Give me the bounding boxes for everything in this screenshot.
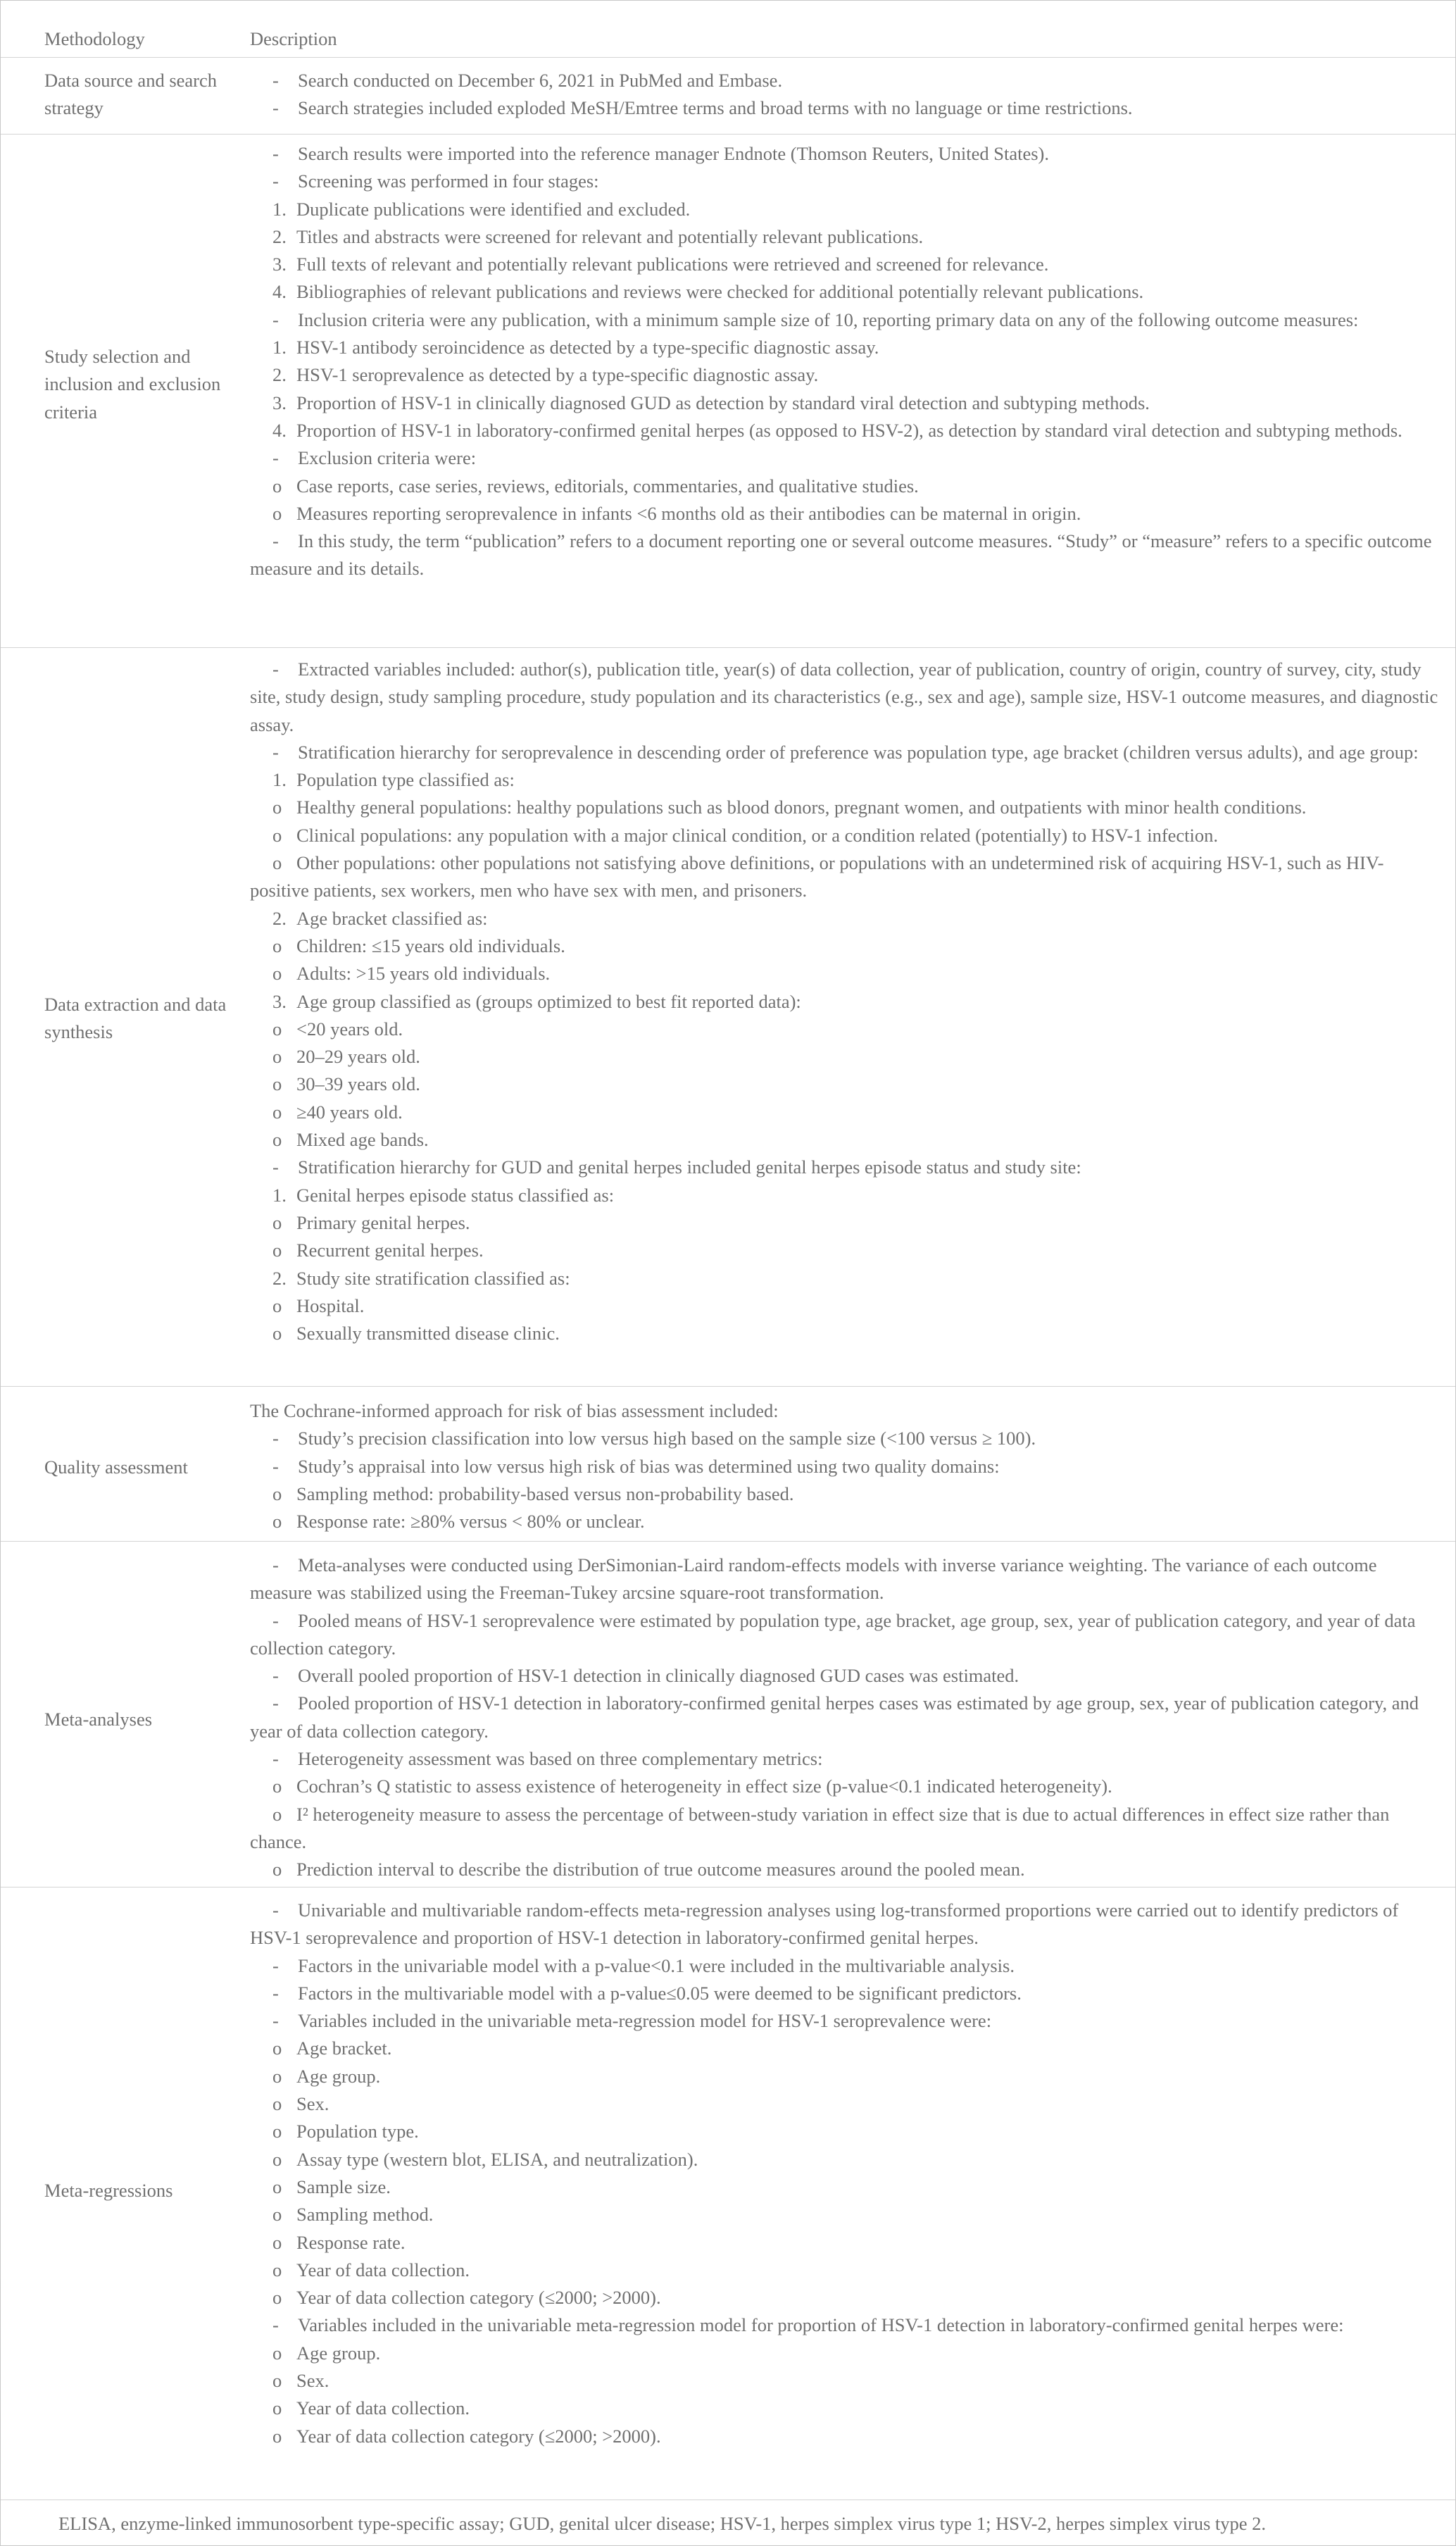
dash-marker: - (272, 97, 279, 119)
dash-marker: - (272, 70, 279, 91)
description-item (250, 2395, 1440, 2422)
description-text: In this study, the term “publication” refers to a document reporting one or several outcome measures. “Study” or “measure” refers to a specific outcome measure and its details. (250, 530, 1432, 580)
dash-marker: - (272, 1665, 279, 1687)
description-text: Sex. (296, 2093, 330, 2115)
bullet-o-marker: o (272, 797, 282, 818)
description-text: Primary genital herpes. (296, 1211, 470, 1233)
row-description (250, 67, 1440, 123)
bullet-o-marker: o (272, 1101, 282, 1123)
row-description (250, 1552, 1440, 1884)
bullet-o-marker: o (272, 475, 282, 497)
description-item (250, 1320, 1440, 1347)
header-description: Description (250, 28, 337, 49)
bullet-o-marker: o (272, 2038, 282, 2059)
description-text: Pooled proportion of HSV-1 detection in laboratory-confirmed genital herpes cases was estimated by age group, sex, year of publication category, and year of data collection category. (250, 1692, 1419, 1742)
description-text: I² heterogeneity measure to assess the percentage of between-study variation in effect size that is due to actual differences in effect size rather than chance. (250, 1803, 1390, 1852)
row-methodology-label: Data source and search strategy (44, 70, 217, 119)
number-marker: 2. (272, 364, 287, 386)
description-item (250, 1043, 1440, 1071)
description-item (250, 361, 1440, 389)
description-item (250, 251, 1440, 278)
description-text: Stratification hierarchy for seroprevalence in descending order of preference was population type, age bracket (children versus adults), and age group: (298, 741, 1419, 763)
dash-marker: - (272, 1156, 279, 1178)
description-item (250, 168, 1440, 195)
dash-marker: - (272, 447, 279, 469)
description-text: Year of data collection. (296, 2397, 470, 2419)
number-marker: 2. (272, 225, 287, 247)
bullet-o-marker: o (272, 2204, 282, 2226)
description-item (250, 2146, 1440, 2173)
dash-marker: - (272, 1692, 279, 1714)
description-text: <20 years old. (296, 1018, 403, 1040)
description-item (250, 1453, 1440, 1480)
row-methodology-label: Quality assessment (44, 1456, 188, 1478)
description-text: Genital herpes episode status classified as: (296, 1184, 615, 1206)
description-item (250, 2118, 1440, 2145)
description-item (250, 223, 1440, 251)
bullet-o-marker: o (272, 1211, 282, 1233)
bullet-o-marker: o (272, 2121, 282, 2142)
description-item (250, 1292, 1440, 1320)
description-text: Univariable and multivariable random-effects meta-regression analyses using log-transformed proportions were carried out to identify predictors of HSV-1 seroprevalence and proportion of HSV-1 detection in laboratory-confirmed genital herpes. (250, 1899, 1399, 1949)
dash-marker: - (272, 1954, 279, 1976)
dash-marker: - (272, 530, 279, 552)
description-text: Sampling method. (296, 2204, 434, 2226)
description-item (250, 2367, 1440, 2395)
description-text: Factors in the multivariable model with a p-value≤0.05 were deemed to be significant predictors. (298, 1982, 1022, 2004)
description-text: Recurrent genital herpes. (296, 1240, 484, 1261)
number-marker: 1. (272, 1184, 287, 1206)
dash-marker: - (272, 1982, 279, 2004)
dash-marker: - (272, 308, 279, 330)
description-item (250, 932, 1440, 960)
description-item (250, 2035, 1440, 2062)
description-text: Age group. (296, 2342, 381, 2364)
bullet-o-marker: o (272, 2148, 282, 2170)
number-marker: 3. (272, 392, 287, 413)
row-divider (1, 134, 1455, 135)
bullet-o-marker: o (272, 1483, 282, 1504)
number-marker: 2. (272, 1267, 287, 1289)
description-item (250, 2284, 1440, 2311)
description-text: Sex. (296, 2370, 330, 2392)
description-item (250, 1209, 1440, 1237)
row-methodology-label: Meta-analyses (44, 1709, 153, 1730)
description-text: 30–39 years old. (296, 1073, 420, 1095)
dash-marker: - (272, 1428, 279, 1449)
description-text: Inclusion criteria were any publication, with a minimum sample size of 10, reporting primary data on any of the following outcome measures: (298, 308, 1359, 330)
description-text: Search results were imported into the reference manager Endnote (Thomson Reuters, United States). (298, 143, 1050, 164)
bullet-o-marker: o (272, 2397, 282, 2419)
description-text: Study site stratification classified as: (296, 1267, 570, 1289)
description-item (250, 1126, 1440, 1154)
description-text: Study’s appraisal into low versus high risk of bias was determined using two quality domains: (298, 1455, 1000, 1477)
description-item (250, 2063, 1440, 2090)
description-item (250, 196, 1440, 223)
description-text: Children: ≤15 years old individuals. (296, 935, 565, 956)
description-item (250, 1016, 1440, 1043)
row-divider (1, 1386, 1455, 1387)
dash-marker: - (272, 1554, 279, 1575)
description-text: Healthy general populations: healthy populations such as blood donors, pregnant women, and outpatients with minor health conditions. (296, 797, 1307, 818)
description-text: Cochran’s Q statistic to assess existence of heterogeneity in effect size (p-value<0.1 indicated heterogeneity). (296, 1776, 1112, 1797)
description-text: Sampling method: probability-based versus non-probability based. (296, 1483, 794, 1504)
description-item (250, 766, 1440, 794)
bullet-o-marker: o (272, 2425, 282, 2447)
row-description (250, 656, 1440, 1347)
description-item (250, 822, 1440, 849)
description-item (250, 473, 1440, 500)
description-item (250, 1856, 1440, 1883)
description-text: Factors in the univariable model with a p-value<0.1 were included in the multivariable analysis. (298, 1954, 1015, 1976)
description-text: Exclusion criteria were: (298, 447, 477, 469)
row-methodology-label: Meta-regressions (44, 2180, 173, 2201)
description-item (250, 2257, 1440, 2284)
number-marker: 3. (272, 254, 287, 275)
description-item (250, 1480, 1440, 1508)
description-item (250, 1801, 1440, 1857)
description-item (250, 1099, 1440, 1126)
description-text: Extracted variables included: author(s), publication title, year(s) of data collection, year of publication, country of origin, country of survey, city, study site, study design, study sampling procedure, study population and its characteristics (e.g., sex and age), sample size, HSV-1 outcome measures, and diagnostic assay. (250, 659, 1438, 735)
row-divider (1, 1541, 1455, 1542)
dash-marker: - (272, 1455, 279, 1477)
description-text: Duplicate publications were identified and excluded. (296, 198, 691, 220)
description-text: Response rate. (296, 2231, 406, 2253)
bullet-o-marker: o (272, 2065, 282, 2087)
row-methodology-label: Data extraction and data synthesis (44, 994, 227, 1043)
description-text: Sample size. (296, 2176, 391, 2197)
description-text: Overall pooled proportion of HSV-1 detection in clinically diagnosed GUD cases was estimated. (298, 1665, 1019, 1687)
bullet-o-marker: o (272, 2370, 282, 2392)
description-item (250, 794, 1440, 821)
number-marker: 2. (272, 907, 287, 929)
description-text: Bibliographies of relevant publications and reviews were checked for additional potentially relevant publications. (296, 281, 1144, 303)
description-text: ≥40 years old. (296, 1101, 403, 1123)
description-text: Variables included in the univariable meta-regression model for HSV-1 seroprevalence were: (298, 2010, 992, 2032)
bullet-o-marker: o (272, 852, 282, 874)
description-item (250, 1607, 1440, 1663)
description-text: Response rate: ≥80% versus < 80% or unclear. (296, 1511, 645, 1533)
bullet-o-marker: o (272, 1240, 282, 1261)
description-item (250, 140, 1440, 168)
bullet-o-marker: o (272, 2093, 282, 2115)
description-item (250, 1425, 1440, 1452)
description-item (250, 2229, 1440, 2257)
dash-marker: - (272, 2010, 279, 2032)
bullet-o-marker: o (272, 935, 282, 956)
description-text: Proportion of HSV-1 in clinically diagnosed GUD as detection by standard viral detection and subtyping methods. (296, 392, 1150, 413)
description-text: Population type classified as: (296, 769, 515, 791)
row-description (250, 140, 1440, 583)
bullet-o-marker: o (272, 2259, 282, 2280)
description-item (250, 334, 1440, 361)
number-marker: 4. (272, 281, 287, 303)
description-item (250, 444, 1440, 472)
row-description (250, 1397, 1440, 1535)
description-text: Year of data collection category (≤2000; >2000). (296, 2425, 661, 2447)
description-text: Population type. (296, 2121, 419, 2142)
number-marker: 1. (272, 337, 287, 358)
row-description (250, 1897, 1440, 2450)
bullet-o-marker: o (272, 824, 282, 846)
bullet-o-marker: o (272, 2176, 282, 2197)
description-item (250, 988, 1440, 1016)
bullet-o-marker: o (272, 1046, 282, 1068)
description-item (250, 1690, 1440, 1745)
bullet-o-marker: o (272, 1129, 282, 1151)
description-item (250, 1265, 1440, 1292)
description-text: Titles and abstracts were screened for relevant and potentially relevant publications. (296, 225, 924, 247)
bullet-o-marker: o (272, 2287, 282, 2309)
description-text: Search strategies included exploded MeSH/Emtree terms and broad terms with no language or time restrictions. (298, 97, 1133, 119)
description-item (250, 1397, 1440, 1425)
dash-marker: - (272, 741, 279, 763)
description-item (250, 417, 1440, 444)
number-marker: 1. (272, 769, 287, 791)
table-header-row (1, 1, 1455, 65)
description-text: The Cochrane-informed approach for risk of bias assessment included: (250, 1400, 779, 1421)
table-footnote: ELISA, enzyme-linked immunosorbent type-specific assay; GUD, genital ulcer disease; HSV-1, herpes simplex virus type 1; HSV-2, herpes simplex virus type 2. (58, 2513, 1267, 2534)
description-text: Screening was performed in four stages: (298, 170, 599, 192)
description-item (250, 67, 1440, 94)
header-divider (1, 57, 1455, 58)
description-item (250, 500, 1440, 528)
description-text: Heterogeneity assessment was based on three complementary metrics: (298, 1748, 823, 1770)
description-text: Year of data collection category (≤2000; >2000). (296, 2287, 661, 2309)
dash-marker: - (272, 2314, 279, 2336)
description-item (250, 306, 1440, 334)
description-text: Clinical populations: any population with a major clinical condition, or a condition related (potentially) to HSV-1 infection. (296, 824, 1219, 846)
description-item (250, 1952, 1440, 1980)
row-methodology-label: Study selection and inclusion and exclusion criteria (44, 346, 221, 423)
description-text: Other populations: other populations not satisfying above definitions, or populations with an undetermined risk of acquiring HSV-1, such as HIV-positive patients, sex workers, men who have sex with men, and prisoners. (250, 852, 1384, 901)
description-item (250, 2007, 1440, 2035)
description-item (250, 849, 1440, 905)
description-text: Sexually transmitted disease clinic. (296, 1323, 560, 1344)
description-item (250, 2201, 1440, 2228)
description-text: Age bracket classified as: (296, 907, 488, 929)
dash-marker: - (272, 659, 279, 680)
description-item (250, 2423, 1440, 2450)
description-text: Prediction interval to describe the distribution of true outcome measures around the pooled mean. (296, 1859, 1025, 1880)
bullet-o-marker: o (272, 1018, 282, 1040)
description-text: Age group. (296, 2065, 381, 2087)
description-item (250, 2311, 1440, 2339)
bullet-o-marker: o (272, 2342, 282, 2364)
description-text: Full texts of relevant and potentially relevant publications were retrieved and screened for relevance. (296, 254, 1049, 275)
description-item (250, 960, 1440, 987)
description-item (250, 389, 1440, 417)
description-text: HSV-1 antibody seroincidence as detected by a type-specific diagnostic assay. (296, 337, 879, 358)
dash-marker: - (272, 1899, 279, 1921)
row-divider (1, 647, 1455, 648)
description-item (250, 1662, 1440, 1690)
description-item (250, 2090, 1440, 2118)
description-text: Age bracket. (296, 2038, 392, 2059)
description-item (250, 94, 1440, 122)
description-text: Age group classified as (groups optimized to best fit reported data): (296, 990, 801, 1012)
dash-marker: - (272, 1609, 279, 1631)
description-text: Variables included in the univariable meta-regression model for proportion of HSV-1 detection in laboratory-confirmed genital herpes were: (298, 2314, 1344, 2336)
description-text: Stratification hierarchy for GUD and genital herpes included genital herpes episode status and study site: (298, 1156, 1081, 1178)
bullet-o-marker: o (272, 1803, 282, 1825)
description-item (250, 1508, 1440, 1535)
bullet-o-marker: o (272, 1073, 282, 1095)
description-item (250, 1182, 1440, 1209)
description-text: Case reports, case series, reviews, editorials, commentaries, and qualitative studies. (296, 475, 919, 497)
description-item (250, 739, 1440, 766)
bullet-o-marker: o (272, 1323, 282, 1344)
description-item (250, 1552, 1440, 1607)
description-text: Adults: >15 years old individuals. (296, 963, 551, 985)
description-item (250, 1745, 1440, 1773)
description-text: Proportion of HSV-1 in laboratory-confirmed genital herpes (as opposed to HSV-2), as detection by standard viral detection and subtyping methods. (296, 419, 1402, 441)
dash-marker: - (272, 170, 279, 192)
description-item (250, 528, 1440, 583)
number-marker: 1. (272, 198, 287, 220)
description-item (250, 1773, 1440, 1800)
description-text: Search conducted on December 6, 2021 in PubMed and Embase. (298, 70, 783, 91)
description-item (250, 1071, 1440, 1098)
description-item (250, 656, 1440, 739)
bullet-o-marker: o (272, 1511, 282, 1533)
description-text: Pooled means of HSV-1 seroprevalence were estimated by population type, age bracket, age group, sex, year of publication category, and year of data collection category. (250, 1609, 1416, 1659)
description-text: Mixed age bands. (296, 1129, 429, 1151)
description-text: HSV-1 seroprevalence as detected by a type-specific diagnostic assay. (296, 364, 819, 386)
description-item (250, 1897, 1440, 1952)
description-item (250, 278, 1440, 306)
description-item (250, 1237, 1440, 1264)
bullet-o-marker: o (272, 502, 282, 524)
description-item (250, 1980, 1440, 2007)
dash-marker: - (272, 143, 279, 164)
header-methodology: Methodology (44, 28, 145, 49)
number-marker: 4. (272, 419, 287, 441)
number-marker: 3. (272, 990, 287, 1012)
description-item (250, 1154, 1440, 1181)
description-item (250, 2340, 1440, 2367)
bullet-o-marker: o (272, 2231, 282, 2253)
description-text: Year of data collection. (296, 2259, 470, 2280)
description-text: Measures reporting seroprevalence in infants <6 months old as their antibodies can be maternal in origin. (296, 502, 1081, 524)
description-text: Hospital. (296, 1294, 365, 1316)
description-text: Assay type (western blot, ELISA, and neutralization). (296, 2148, 698, 2170)
dash-marker: - (272, 1748, 279, 1770)
description-item (250, 905, 1440, 932)
bullet-o-marker: o (272, 1776, 282, 1797)
description-text: Study’s precision classification into low versus high based on the sample size (<100 versus ≥ 100). (298, 1428, 1036, 1449)
description-item (250, 2173, 1440, 2201)
description-text: 20–29 years old. (296, 1046, 420, 1068)
description-text: Meta-analyses were conducted using DerSimonian-Laird random-effects models with inverse variance weighting. The variance of each outcome measure was stabilized using the Freeman-Tukey arcsine square-root transformation. (250, 1554, 1377, 1604)
bullet-o-marker: o (272, 1859, 282, 1880)
bullet-o-marker: o (272, 1294, 282, 1316)
bullet-o-marker: o (272, 963, 282, 985)
